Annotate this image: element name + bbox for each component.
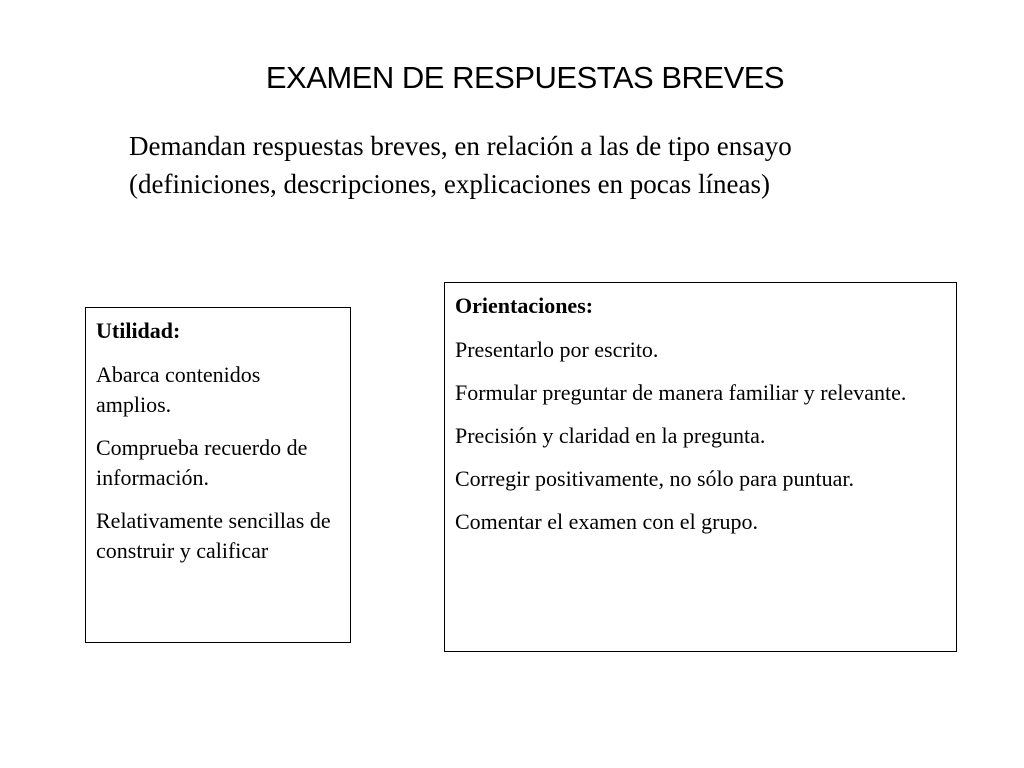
orientaciones-item: Corregir positivamente, no sólo para puntuar. (455, 466, 854, 491)
orientaciones-item: Presentarlo por escrito. (455, 337, 659, 362)
orientaciones-box (444, 282, 957, 652)
orientaciones-item: Formular preguntar de manera familiar y relevante. (455, 380, 907, 405)
slide-title: EXAMEN DE RESPUESTAS BREVES (265, 60, 785, 95)
utilidad-item: Comprueba recuerdo de información. (96, 435, 308, 490)
orientaciones-item: Comentar el examen con el grupo. (455, 509, 759, 534)
intro-paragraph: Demandan respuestas breves, en relación a las de tipo ensayo (definiciones, descripciones, explicaciones en pocas líneas) (129, 131, 792, 199)
orientaciones-item: Precisión y claridad en la pregunta. (455, 423, 766, 448)
utilidad-heading: Utilidad: (96, 318, 181, 343)
utilidad-item: Relativamente sencillas de construir y calificar (96, 508, 331, 563)
orientaciones-heading: Orientaciones: (455, 293, 594, 318)
utilidad-box (85, 307, 351, 643)
utilidad-item: Abarca contenidos amplios. (96, 362, 261, 417)
